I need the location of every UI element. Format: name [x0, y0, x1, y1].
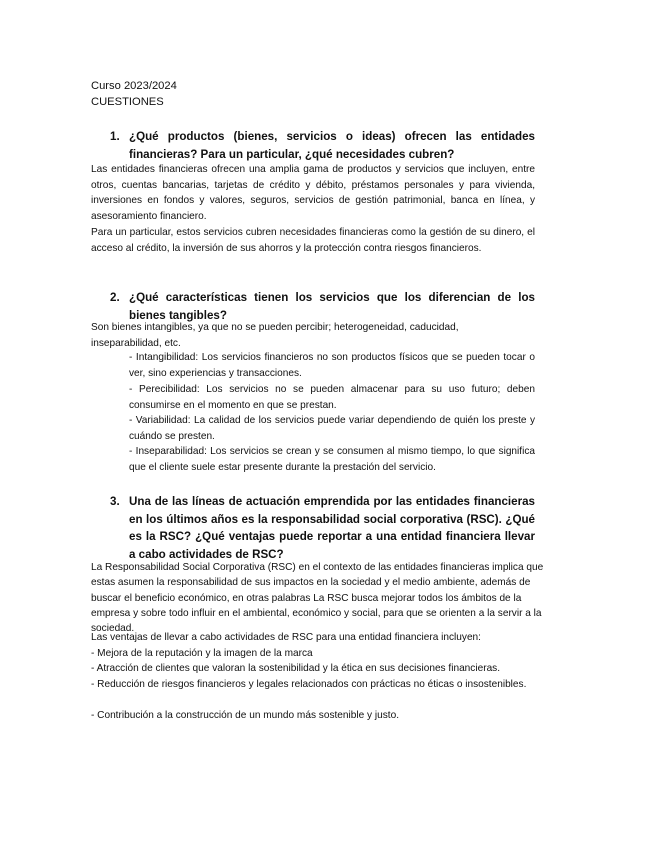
question-2 [110, 289, 535, 324]
answer-2-intro: Son bienes intangibles, ya que no se pueden percibir; heterogeneidad, caducidad, inseparabilidad, etc. [91, 322, 459, 349]
answer-1-paragraph-2: Para un particular, estos servicios cubren necesidades financieras como la gestión de su dinero, el acceso al crédito, la inversión de sus ahorros y la protección contra riesgos financieros. [91, 227, 535, 254]
list-item: - Reducción de riesgos financieros y legales relacionados con prácticas no éticas o insostenibles. [91, 679, 527, 690]
question-2-number: 2. [110, 291, 120, 304]
question-1-number: 1. [110, 130, 120, 143]
answer-3-definition: La Responsabilidad Social Corporativa (RSC) en el contexto de las entidades financieras implica que estas asumen la responsabilidad de sus impactos en la sociedad y el medio ambiente, además de buscar el beneficio económico, en otras palabras La RSC busca mejorar todos los ámbitos de la empresa y sobre todo influir en el ambiental, económico y social, para que se orienten a la servir a la sociedad. [91, 562, 544, 635]
list-item: - Atracción de clientes que valoran la sostenibilidad y la ética en sus decisiones financieras. [91, 663, 501, 674]
answer-3-advantages-intro: Las ventajas de llevar a cabo actividades de RSC para una entidad financiera incluyen: [91, 632, 481, 643]
question-3 [110, 493, 535, 563]
course-label: Curso 2023/2024 [91, 80, 177, 92]
question-3-number: 3. [110, 495, 120, 508]
question-1 [110, 128, 535, 163]
list-item: - Variabilidad: La calidad de los servicios puede variar dependiendo de quién los preste y cuándo se presten. [129, 415, 535, 442]
list-item: - Intangibilidad: Los servicios financieros no son productos físicos que se pueden tocar o ver, sino experiencias y transacciones. [129, 352, 535, 379]
answer-1-paragraph-1: Las entidades financieras ofrecen una amplia gama de productos y servicios que incluyen, entre otros, cuentas bancarias, tarjetas de crédito y débito, préstamos personales y para vivienda, inversiones en fondos y valores, seguros, servicios de gestión patrimonial, banca en línea, y asesoramiento financiero. [91, 164, 535, 222]
question-1-text: ¿Qué productos (bienes, servicios o ideas) ofrecen las entidades financieras? Para un particular, ¿qué necesidades cubren? [129, 130, 535, 161]
question-3-text: Una de las líneas de actuación emprendida por las entidades financieras en los últimos años es la responsabilidad social corporativa (RSC). ¿Qué es la RSC? ¿Qué ventajas puede reportar a una entidad financiera llevar a cabo actividades de RSC? [129, 495, 535, 561]
list-item: - Mejora de la reputación y la imagen de la marca [91, 648, 313, 659]
list-item: - Contribución a la construcción de un mundo más sostenible y justo. [91, 710, 400, 721]
section-title: CUESTIONES [91, 96, 164, 108]
question-2-text: ¿Qué características tienen los servicios que los diferencian de los bienes tangibles? [129, 291, 535, 322]
list-item: - Inseparabilidad: Los servicios se crean y se consumen al mismo tiempo, lo que significa que el cliente suele estar presente durante la prestación del servicio. [129, 446, 535, 473]
list-item: - Perecibilidad: Los servicios no se pueden almacenar para su uso futuro; deben consumirse en el momento en que se prestan. [129, 384, 535, 411]
